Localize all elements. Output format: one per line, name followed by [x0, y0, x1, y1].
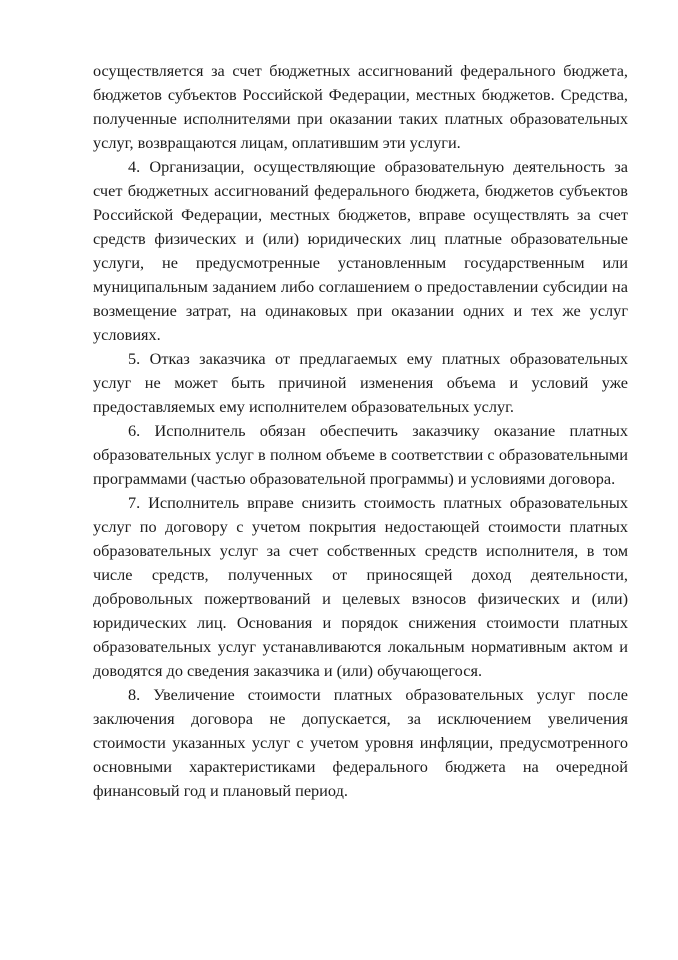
paragraph-item-7: 7. Исполнитель вправе снизить стоимость платных образовательных услуг по договору с учетом покрытия недостающей стоимости платных образовательных услуг за счет собственных средств исполнителя, в том числе средств, полученных от приносящей доход деятельности, добровольных пожертвований и целевых взносов физических и (или) юридических лиц. Основания и порядок снижения стоимости платных образовательных услуг устанавливаются локальным нормативным актом и доводятся до сведения заказчика и (или) обучающегося. [93, 493, 628, 680]
paragraph-continuation: осуществляется за счет бюджетных ассигнований федерального бюджета, бюджетов субъектов Российской Федерации, местных бюджетов. Средства, полученные исполнителями при оказании таких платных образовательных услуг, возвращаются лицам, оплатившим эти услуги. [93, 61, 628, 152]
paragraph-item-5: 5. Отказ заказчика от предлагаемых ему платных образовательных услуг не может быть причиной изменения объема и условий уже предоставляемых ему исполнителем образовательных услуг. [93, 349, 628, 416]
paragraph-item-8: 8. Увеличение стоимости платных образовательных услуг после заключения договора не допускается, за исключением увеличения стоимости указанных услуг с учетом уровня инфляции, предусмотренного основными характеристиками федерального бюджета на очередной финансовый год и плановый период. [93, 685, 628, 800]
paragraph-item-6: 6. Исполнитель обязан обеспечить заказчику оказание платных образовательных услуг в полном объеме в соответствии с образовательными программами (частью образовательной программы) и условиями договора. [93, 421, 628, 488]
paragraph-item-4: 4. Организации, осуществляющие образовательную деятельность за счет бюджетных ассигнований федерального бюджета, бюджетов субъектов Российской Федерации, местных бюджетов, вправе осуществлять за счет средств физических и (или) юридических лиц платные образовательные услуги, не предусмотренные установленным государственным или муниципальным заданием либо соглашением о предоставлении субсидии на возмещение затрат, на одинаковых при оказании одних и тех же услуг условиях. [93, 157, 628, 344]
document-page [93, 59, 628, 803]
